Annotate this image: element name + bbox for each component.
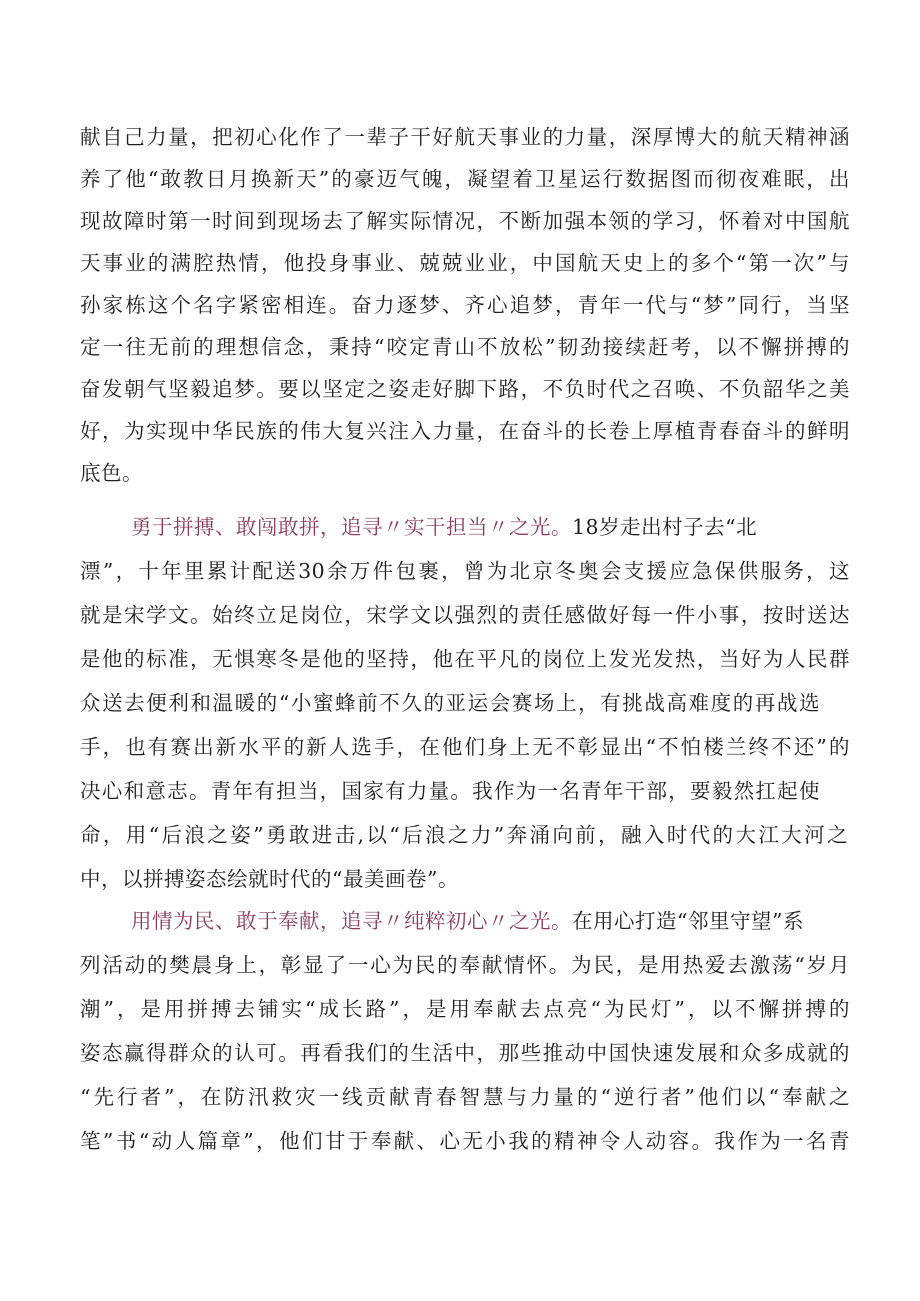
paragraph-first-line [131,507,791,547]
text-line: 就是宋学文。始终立足岗位，宋学文以强烈的责任感做好每一件小事，按时送达 [80,603,850,627]
text-line: 天事业的满腔热情，他投身事业、兢兢业业，中国航天史上的多个“第一次”与 [80,251,850,275]
text-line: 姿态赢得群众的认可。再看我们的生活中，那些推动中国快速发展和众多成就的 [80,1041,850,1065]
text-line: 孙家栋这个名字紧密相连。奋力逐梦、齐心追梦，青年一代与“梦”同行，当坚 [80,293,850,317]
paragraph-heading: 用情为民、敢于奉献，追寻〃纯粹初心〃之光。 [131,909,572,933]
text-line: 献自己力量，把初心化作了一辈子干好航天事业的力量，深厚博大的航天精神涵 [80,125,850,149]
text-line: 是他的标准，无惧寒冬是他的坚持，他在平凡的岗位上发光发热，当好为人民群 [80,647,850,671]
text-line: 中，以拼搏姿态绘就时代的“最美画卷”。 [80,867,459,891]
paragraph-text: 在用心打造“邻里守望”系 [572,909,804,933]
paragraph-heading: 勇于拼搏、敢闯敢拼，追寻〃实干担当〃之光。 [131,515,572,539]
text-line: 奋发朝气坚毅追梦。要以坚定之姿走好脚下路，不负时代之召唤、不负韶华之美 [80,377,850,401]
text-line: 养了他“敢教日月换新天”的豪迈气魄，凝望着卫星运行数据图而彻夜难眠，出 [80,167,850,191]
text-line: 笔”书“动人篇章”，他们甘于奉献、心无小我的精神令人动容。我作为一名青 [80,1129,850,1153]
text-line: “先行者”，在防汛救灾一线贡献青春智慧与力量的“逆行者”他们以“奉献之 [80,1085,850,1109]
text-line: 列活动的樊晨身上，彰显了一心为民的奉献情怀。为民，是用热爱去激荡“岁月 [80,953,850,977]
paragraph-first-line [131,901,850,941]
text-line: 底色。 [80,461,143,485]
text-line: 现故障时第一时间到现场去了解实际情况，不断加强本领的学习，怀着对中国航 [80,209,850,233]
text-line: 好，为实现中华民族的伟大复兴注入力量，在奋斗的长卷上厚植青春奋斗的鲜明 [80,419,850,443]
text-line: 潮”，是用拼搏去铺实“成长路”，是用奉献去点亮“为民灯”，以不懈拼搏的 [80,997,850,1021]
text-line: 众送去便利和温暖的“小蜜蜂前不久的亚运会赛场上，有挑战高难度的再战选 [80,691,820,715]
text-line: 漂”，十年里累计配送30余万件包裹，曾为北京冬奥会支援应急保供服务，这 [80,559,850,583]
paragraph-text: 18岁走出村子去“北 [572,515,758,539]
text-line: 决心和意志。青年有担当，国家有力量。我作为一名青年干部，要毅然扛起使 [80,779,820,803]
text-line: 命，用“后浪之姿”勇敢进击,以“后浪之力”奔涌向前，融入时代的大江大河之 [80,823,848,847]
text-line: 定一往无前的理想信念，秉持“咬定青山不放松”韧劲接续赶考，以不懈拼搏的 [80,335,850,359]
text-line: 手，也有赛出新水平的新人选手，在他们身上无不彰显出“不怕楼兰终不还”的 [80,735,850,759]
